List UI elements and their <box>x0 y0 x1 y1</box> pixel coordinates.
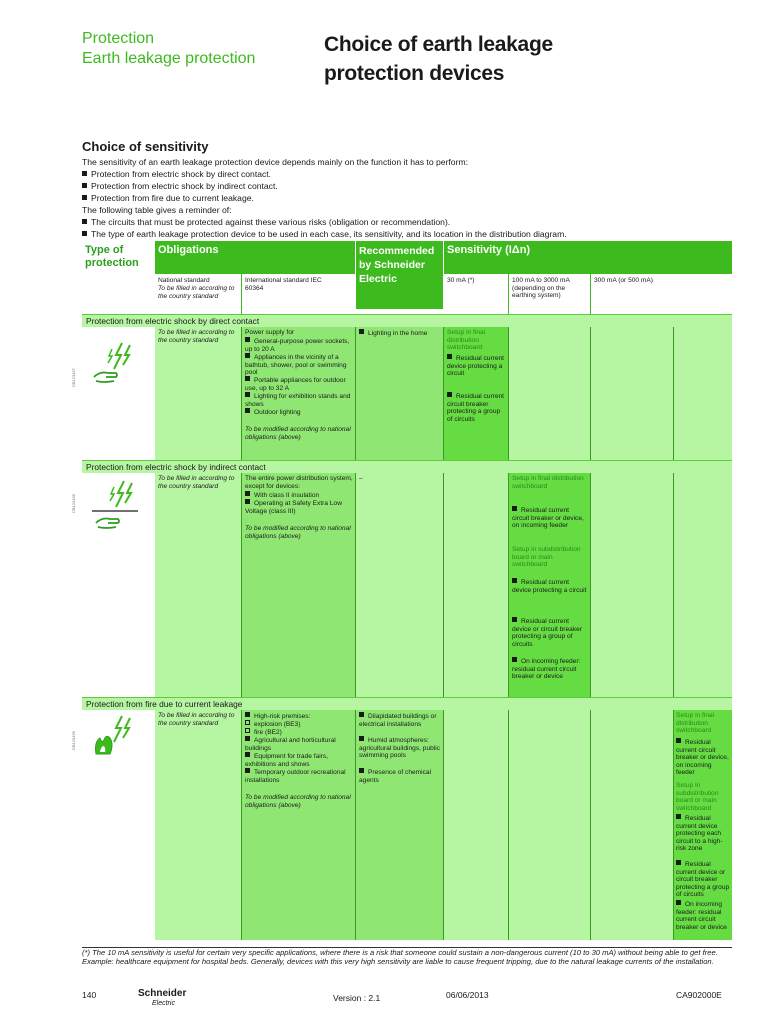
list-item: Equipment for trade fairs, exhibitions and shows <box>245 753 329 768</box>
list-item: explosion (BE3) <box>245 720 353 729</box>
s300-cell: Setup in final distribution switchboard Residual current circuit breaker or device, on incoming feeder Setup in subdistribution board or main switchboard Residual current device protecting each circuit to a high-risk zone Residual current device or circuit breaker protecting a group of circuits On incoming feeder: residual current circuit breaker or device <box>674 710 732 940</box>
list-item: Protection from fire due to current leakage. <box>82 192 732 204</box>
section-title: Choice of sensitivity <box>82 139 209 154</box>
subheader-300ma: 300 mA (or 500 mA) <box>591 274 732 314</box>
table-subheader-row <box>82 274 732 314</box>
table-row <box>71 710 732 940</box>
national-cell: To be filled in according to the country standard <box>155 710 241 940</box>
brand-logo: Schneider Electric <box>138 988 187 1007</box>
list-item: Protection from electric shock by direct contact. <box>82 168 732 180</box>
table-intro: The following table gives a reminder of: <box>82 205 232 215</box>
list-item: Humid atmospheres: agricultural buildings, public swimming pools <box>359 737 441 760</box>
s100-cell <box>509 710 590 940</box>
date: 06/06/2013 <box>446 990 489 1000</box>
header-category-block <box>82 29 255 69</box>
list-item: On incoming feeder: residual current circuit breaker or device <box>676 901 727 931</box>
s300-cell <box>591 327 732 460</box>
list-item: fire (BE2) <box>245 728 353 737</box>
subheader-international: International standard IEC 60364 <box>242 274 355 314</box>
type-cell: DB123457 <box>82 327 155 460</box>
type-cell: DB123459 <box>82 710 155 940</box>
footnote: (*) The 10 mA sensitivity is useful for certain very specific applications, where there is a risk that someone could sustain a non-dangerous current (10 to 30 mA) without being able to get free. Example: healthcare equipment for hospital beds. Generally, devices with this very high sensitivity are liable to cause frequent tripping, due to the natural leakage currents of the installation. <box>82 948 718 967</box>
list-item: Agricultural and horticultural buildings <box>245 737 336 752</box>
bullet-square-icon <box>82 231 87 236</box>
list-item: The circuits that must be protected against these various risks (obligation or recommendation). <box>82 216 732 228</box>
international-cell: Power supply for General-purpose power sockets, up to 20 A Appliances in the vicinity of a bathtub, shower, pool or swimming pool Portable appliances for outdoor use, up to 32 A Lighting for exhibition stands and shows Outdoor lighting To be modified according to national obligations (above) <box>242 327 355 460</box>
list-item: With class II insulation <box>245 491 353 500</box>
list-item: Lighting in the home <box>359 329 443 338</box>
intro-text: The sensitivity of an earth leakage protection device depends mainly on the function it has to perform: <box>82 157 468 167</box>
list-item: Outdoor lighting <box>245 408 353 417</box>
s100-cell <box>509 327 590 460</box>
international-cell: High-risk premises: explosion (BE3) fire (BE2) Agricultural and horticultural buildings Equipment for trade fairs, exhibitions and shows Temporary outdoor recreational installations To be modified according to national obligations (above) <box>242 710 355 940</box>
national-cell: To be filled in according to the country standard <box>155 327 241 460</box>
list-item: Portable appliances for outdoor use, up to 32 A <box>245 377 346 392</box>
s30-cell <box>444 710 508 940</box>
table-row <box>71 473 732 697</box>
s100-cell: Setup in final distribution switchboard Residual current circuit breaker or device, on incoming feeder Setup in subdistribution board or main switchboard Residual current device protecting a circuit Residual current device or circuit breaker protecting a group of circuits On incoming feeder: residual current circuit breaker or device <box>509 473 590 697</box>
section-row-direct-contact: Protection from electric shock by direct contact <box>82 314 732 327</box>
list-item: High-risk premises: <box>245 712 353 721</box>
header-sensitivity: Sensitivity (IΔn) <box>444 241 732 274</box>
version: Version : 2.1 <box>333 993 381 1003</box>
list-item: On incoming feeder: residual current circuit breaker or device <box>512 658 581 681</box>
subheader-100ma: 100 mA to 3000 mA (depending on the earthing system) <box>509 274 590 314</box>
list-item: Residual current device protecting a circuit <box>447 355 505 378</box>
recommended-cell <box>356 327 443 460</box>
list-item: Dilapidated buildings or electrical installations <box>359 713 437 728</box>
hand-electric-shock-icon <box>92 341 138 387</box>
list-item: Residual current circuit breaker protecting a group of circuits <box>447 393 505 423</box>
header-type: Type of protection <box>82 241 155 274</box>
s30-cell: Setup in final distribution switchboard Residual current device protecting a circuit Residual current circuit breaker protecting a group of circuits <box>444 327 508 460</box>
type-cell: DB123458 <box>82 473 155 697</box>
list-item: General-purpose power sockets, up to 20 A <box>245 338 350 353</box>
list-item: Lighting for exhibition stands and shows <box>245 393 351 408</box>
table-row <box>71 327 732 460</box>
sensitivity-table <box>71 241 732 940</box>
list-item: Protection from electric shock by indirect contact. <box>82 180 732 192</box>
header-recommended: Recommended by Schneider Electric <box>356 241 443 309</box>
subheader-national: National standard To be filled in according to the country standard <box>155 274 241 314</box>
list-item: The type of earth leakage protection device to be used in each case, its sensitivity, and its location in the distribution diagram. <box>82 228 732 240</box>
list-item: Presence of chemical agents <box>359 769 432 784</box>
bullet-square-icon <box>82 171 87 176</box>
list-item: Temporary outdoor recreational installations <box>245 769 346 784</box>
list-item: Residual current device or circuit breaker protecting a group of circuits <box>512 618 582 648</box>
section-row-fire: Protection from fire due to current leakage <box>82 697 732 710</box>
list-item: Appliances in the vicinity of a bathtub, shower, pool or swimming pool <box>245 354 347 377</box>
header-obligations: Obligations <box>155 241 355 274</box>
recommended-cell: – <box>356 473 443 697</box>
fire-hand-icon <box>92 714 138 760</box>
list-item: Residual current circuit breaker or device, on incoming feeder <box>676 739 729 777</box>
s30-cell <box>444 473 508 697</box>
list-item: Residual current device protecting a circuit <box>512 579 587 594</box>
list-item: Residual current device or circuit breaker protecting a group of circuits <box>676 861 730 899</box>
bullet-square-icon <box>82 195 87 200</box>
international-cell: The entire power distribution system, except for devices: With class II insulation Operating at Safety Extra Low Voltage (class III) To be modified according to national obligations (above) <box>242 473 355 697</box>
recommended-cell <box>356 710 443 940</box>
page-number: 140 <box>82 990 97 1000</box>
section-row-indirect-contact: Protection from electric shock by indirect contact <box>82 460 732 473</box>
subheader-30ma: 30 mA (*) <box>444 274 508 314</box>
header-category: Protection <box>82 30 155 47</box>
list-item: Residual current circuit breaker or device, on incoming feeder <box>512 507 584 530</box>
ground-contact-shock-icon <box>92 479 138 531</box>
header-subcategory: Earth leakage protection <box>82 50 256 67</box>
list-item: Operating at Safety Extra Low Voltage (class III) <box>245 500 342 515</box>
section-intro <box>82 156 732 240</box>
s300-cell <box>591 473 732 697</box>
national-cell: To be filled in according to the country standard <box>155 473 241 697</box>
page-title: Choice of earth leakage protection devices <box>324 33 553 85</box>
bullet-square-icon <box>82 183 87 188</box>
bullet-square-icon <box>82 219 87 224</box>
list-item: Residual current device protecting each circuit to a high-risk zone <box>676 815 723 853</box>
doc-id: CA902000E <box>676 990 722 1000</box>
list-item: Power supply for <box>245 329 295 336</box>
s300-left-cell <box>591 710 673 940</box>
